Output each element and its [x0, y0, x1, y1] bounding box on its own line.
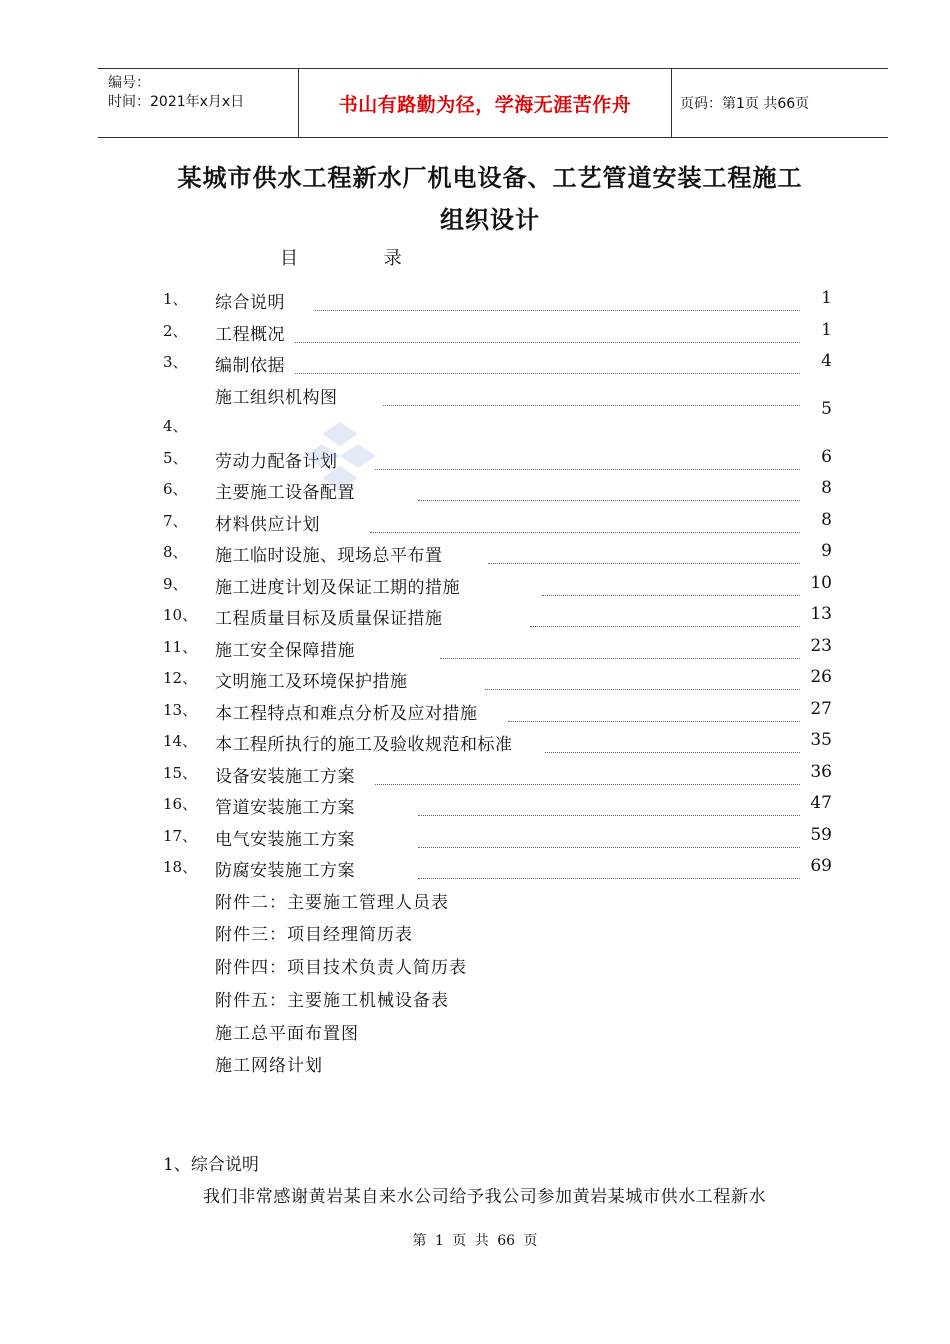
toc-leader-dots [295, 373, 800, 374]
toc-leader-dots [375, 469, 800, 470]
toc-entry-text: 主要施工设备配置 [215, 483, 355, 503]
toc-leader-dots [418, 878, 800, 879]
toc-number: 13、 [163, 701, 198, 719]
toc-leader-dots [375, 784, 800, 785]
toc-entry-text: 施工安全保障措施 [215, 641, 355, 661]
toc-entry-text: 综合说明 [215, 293, 285, 313]
appendix-item[interactable]: 附件四：项目技术负责人简历表 [215, 958, 467, 978]
toc-row[interactable] [0, 447, 950, 471]
toc-row[interactable] [0, 510, 950, 534]
toc-number: 18、 [163, 858, 198, 876]
toc-entry-text: 施工进度计划及保证工期的措施 [215, 578, 460, 598]
toc-entry-text: 编制依据 [215, 356, 285, 376]
watermark-icon [300, 420, 380, 510]
toc-entry-text: 设备安装施工方案 [215, 767, 355, 787]
toc-row[interactable] [0, 762, 950, 786]
toc-leader-dots [418, 847, 800, 848]
toc-entry-text: 施工临时设施、现场总平布置 [215, 546, 443, 566]
toc-row[interactable] [0, 288, 950, 312]
appendix-item[interactable]: 施工总平面布置图 [215, 1024, 359, 1044]
toc-page-number: 59 [810, 825, 832, 845]
toc-number: 3、 [163, 353, 188, 371]
toc-leader-dots [545, 752, 800, 753]
toc-entry-text: 材料供应计划 [215, 515, 320, 535]
appendix-item[interactable]: 附件五：主要施工机械设备表 [215, 991, 449, 1011]
toc-entry-text: 本工程所执行的施工及验收规范和标准 [215, 735, 513, 755]
toc-page-number: 6 [821, 447, 832, 467]
toc-leader-dots [440, 658, 800, 659]
toc-leader-dots [370, 532, 800, 533]
toc-number: 11、 [163, 638, 198, 656]
code-label: 编号： [108, 75, 150, 91]
toc-row[interactable] [0, 699, 950, 723]
toc-number: 12、 [163, 669, 198, 687]
toc-leader-dots [418, 500, 800, 501]
toc-entry-text: 防腐安装施工方案 [215, 861, 355, 881]
toc-entry-text: 电气安装施工方案 [215, 830, 355, 850]
toc-page-number: 47 [810, 793, 832, 813]
header-motto: 书山有路勤为径，学海无涯苦作舟 [299, 69, 672, 137]
toc-page-number: 27 [810, 699, 832, 719]
toc-heading: 目 录 [280, 248, 442, 269]
toc-row[interactable] [0, 478, 950, 502]
toc-page-number: 26 [810, 667, 832, 687]
appendix-item[interactable]: 施工网络计划 [215, 1056, 323, 1076]
toc-leader-dots [530, 626, 800, 627]
document-title-line1: 某城市供水工程新水厂机电设备、工艺管道安装工程施工 [177, 164, 803, 192]
toc-leader-dots [315, 310, 800, 311]
section-title: 1、综合说明 [163, 1155, 259, 1175]
toc-page-number: 69 [810, 856, 832, 876]
toc-page-number: 4 [821, 351, 832, 371]
toc-entry-text: 施工组织机构图 [215, 388, 338, 408]
toc-row[interactable] [0, 604, 950, 628]
toc-page-number: 8 [821, 478, 832, 498]
toc-number: 15、 [163, 764, 198, 782]
toc-row[interactable] [0, 573, 950, 597]
toc-row[interactable] [0, 730, 950, 754]
toc-page-number: 36 [810, 762, 832, 782]
toc-entry-text: 工程质量目标及质量保证措施 [215, 609, 443, 629]
toc-entry-text: 本工程特点和难点分析及应对措施 [215, 704, 478, 724]
page-header [98, 68, 888, 138]
toc-leader-dots [488, 563, 800, 564]
toc-leader-dots [383, 405, 800, 406]
toc-number: 2、 [163, 322, 188, 340]
toc-page-number: 13 [810, 604, 832, 624]
toc-page-number: 10 [810, 573, 832, 593]
toc-row[interactable] [0, 793, 950, 817]
toc-entry-text: 劳动力配备计划 [215, 452, 338, 472]
toc-leader-dots [508, 721, 800, 722]
appendix-item[interactable]: 附件二：主要施工管理人员表 [215, 893, 449, 913]
toc-entry-text: 管道安装施工方案 [215, 798, 355, 818]
toc-leader-dots [295, 342, 800, 343]
toc-row[interactable] [0, 541, 950, 565]
document-title-line2: 组织设计 [440, 206, 540, 234]
toc-page-number: 23 [810, 636, 832, 656]
toc-number: 8、 [163, 543, 188, 561]
toc-page-number: 8 [821, 510, 832, 530]
toc-row[interactable] [0, 320, 950, 344]
header-meta-cell [98, 69, 299, 137]
toc-leader-dots [542, 595, 800, 596]
toc-number: 16、 [163, 795, 198, 813]
toc-number: 6、 [163, 480, 188, 498]
page-footer: 第 1 页 共 66 页 [412, 1233, 538, 1249]
section-paragraph: 我们非常感谢黄岩某自来水公司给予我公司参加黄岩某城市供水工程新水 [203, 1187, 767, 1207]
toc-row[interactable] [0, 383, 950, 433]
toc-entry-text: 工程概况 [215, 325, 285, 345]
appendix-item[interactable]: 附件三：项目经理简历表 [215, 925, 413, 945]
toc-entry-text: 文明施工及环境保护措施 [215, 672, 408, 692]
toc-page-number: 1 [821, 320, 832, 340]
toc-page-number: 1 [821, 288, 832, 308]
toc-page-number: 35 [810, 730, 832, 750]
toc-number: 1、 [163, 290, 188, 308]
time-label: 时间：2021年x月x日 [108, 94, 245, 110]
toc-leader-dots [485, 689, 800, 690]
header-page-info: 页码：第1页 共66页 [680, 96, 810, 112]
toc-row[interactable] [0, 667, 950, 691]
toc-page-number: 9 [821, 541, 832, 561]
toc-row[interactable] [0, 636, 950, 660]
toc-number: 9、 [163, 575, 188, 593]
toc-leader-dots [418, 815, 800, 816]
toc-number: 5、 [163, 449, 188, 467]
toc-number: 17、 [163, 827, 198, 845]
toc-number: 10、 [163, 606, 198, 624]
toc-number: 14、 [163, 732, 198, 750]
toc-page-number: 5 [821, 399, 832, 419]
toc-number: 4、 [163, 417, 188, 435]
toc-row[interactable] [0, 856, 950, 880]
toc-row[interactable] [0, 825, 950, 849]
toc-number: 7、 [163, 512, 188, 530]
toc-row[interactable] [0, 351, 950, 375]
